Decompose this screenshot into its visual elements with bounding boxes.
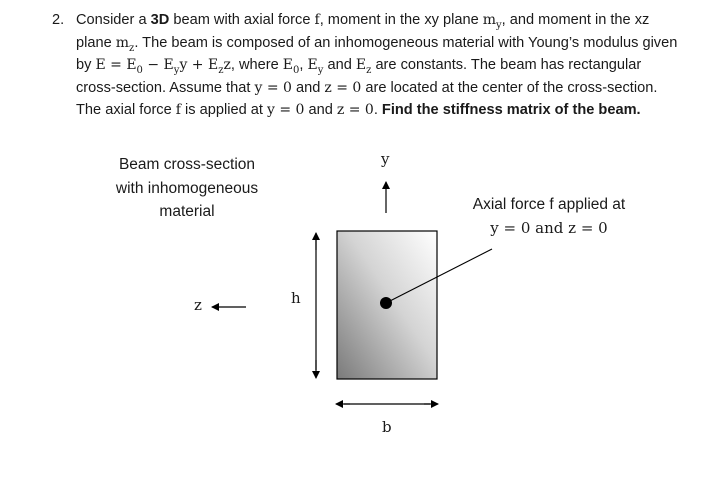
problem-math: $E_z$ xyxy=(355,57,372,76)
problem-math: f xyxy=(314,12,320,28)
problem-text-run: and xyxy=(304,102,337,118)
axial-force-caption-line2: y = 0 and z = 0 xyxy=(490,218,608,237)
problem-text-run: and xyxy=(323,57,356,73)
problem-math-subscript: z xyxy=(366,64,372,76)
problem-math: $m_z$ xyxy=(115,34,135,54)
problem-bold-text: Find the stiffness matrix of the beam. xyxy=(381,102,641,118)
problem-text-run: , xyxy=(299,57,308,73)
problem-text-run: , and moment in the xz plane xyxy=(76,12,650,51)
problem-math: f xyxy=(175,102,181,118)
problem-math: y = 0 xyxy=(254,79,292,96)
problem-text-run: . The beam is composed of an inhomogeneous material with Young’s modulus given by xyxy=(76,34,678,73)
problem-math-subscript: 0 xyxy=(136,64,143,76)
z-axis-label: z xyxy=(194,296,202,314)
problem-math: $E = E_0$ xyxy=(95,57,143,76)
axial-force-point xyxy=(380,297,392,309)
problem-text-run: . xyxy=(373,102,382,118)
problem-math: y = 0 xyxy=(266,102,305,118)
problem-math: $y + E_z$ xyxy=(179,57,224,76)
problem-text-run: are located at the center of the cross-section. The axial force xyxy=(76,79,658,118)
cross-section-caption-line: with inhomogeneous xyxy=(115,179,259,197)
problem-math-subscript: y xyxy=(173,64,180,76)
problem-math-subscript: 0 xyxy=(293,64,300,76)
problem-bold-text: 3D xyxy=(150,12,170,28)
axial-force-caption xyxy=(458,193,640,240)
problem-math: − $E_y$ xyxy=(142,57,180,76)
problem-math: $E_y$ xyxy=(307,57,324,76)
problem-text-run: are constants. The beam has rectangular cross-section. Assume that xyxy=(76,57,642,96)
problem-text-run: is applied at xyxy=(180,102,267,118)
problem-math: z = 0 xyxy=(336,102,374,118)
problem-math: $m_y$ xyxy=(482,12,502,31)
problem-math-subscript: y xyxy=(496,19,502,31)
problem-text-run: beam with axial force xyxy=(169,12,315,28)
width-label: b xyxy=(382,418,392,436)
cross-section-caption-line: material xyxy=(159,203,215,220)
problem-math-subscript: y xyxy=(317,64,324,76)
problem-math: $E_0$ xyxy=(282,57,300,76)
axial-force-caption-line1: Axial force f applied at xyxy=(472,196,626,213)
problem-text-run: , moment in the xy plane xyxy=(319,12,483,28)
y-axis-label: y xyxy=(381,150,390,168)
problem-text-run: , where xyxy=(230,57,283,73)
problem-math-subscript: z xyxy=(129,42,135,54)
problem-text-run: Consider a xyxy=(76,12,151,28)
cross-section-caption-line: Beam cross-section xyxy=(118,156,256,173)
problem-number: 2. xyxy=(52,12,65,28)
problem-math: z = 0 xyxy=(324,79,362,96)
problem-text-run: and xyxy=(291,79,325,96)
cross-section-caption xyxy=(96,153,278,224)
problem-math-subscript: z xyxy=(218,64,224,76)
problem-math: z xyxy=(223,57,231,73)
height-label: h xyxy=(291,289,301,307)
